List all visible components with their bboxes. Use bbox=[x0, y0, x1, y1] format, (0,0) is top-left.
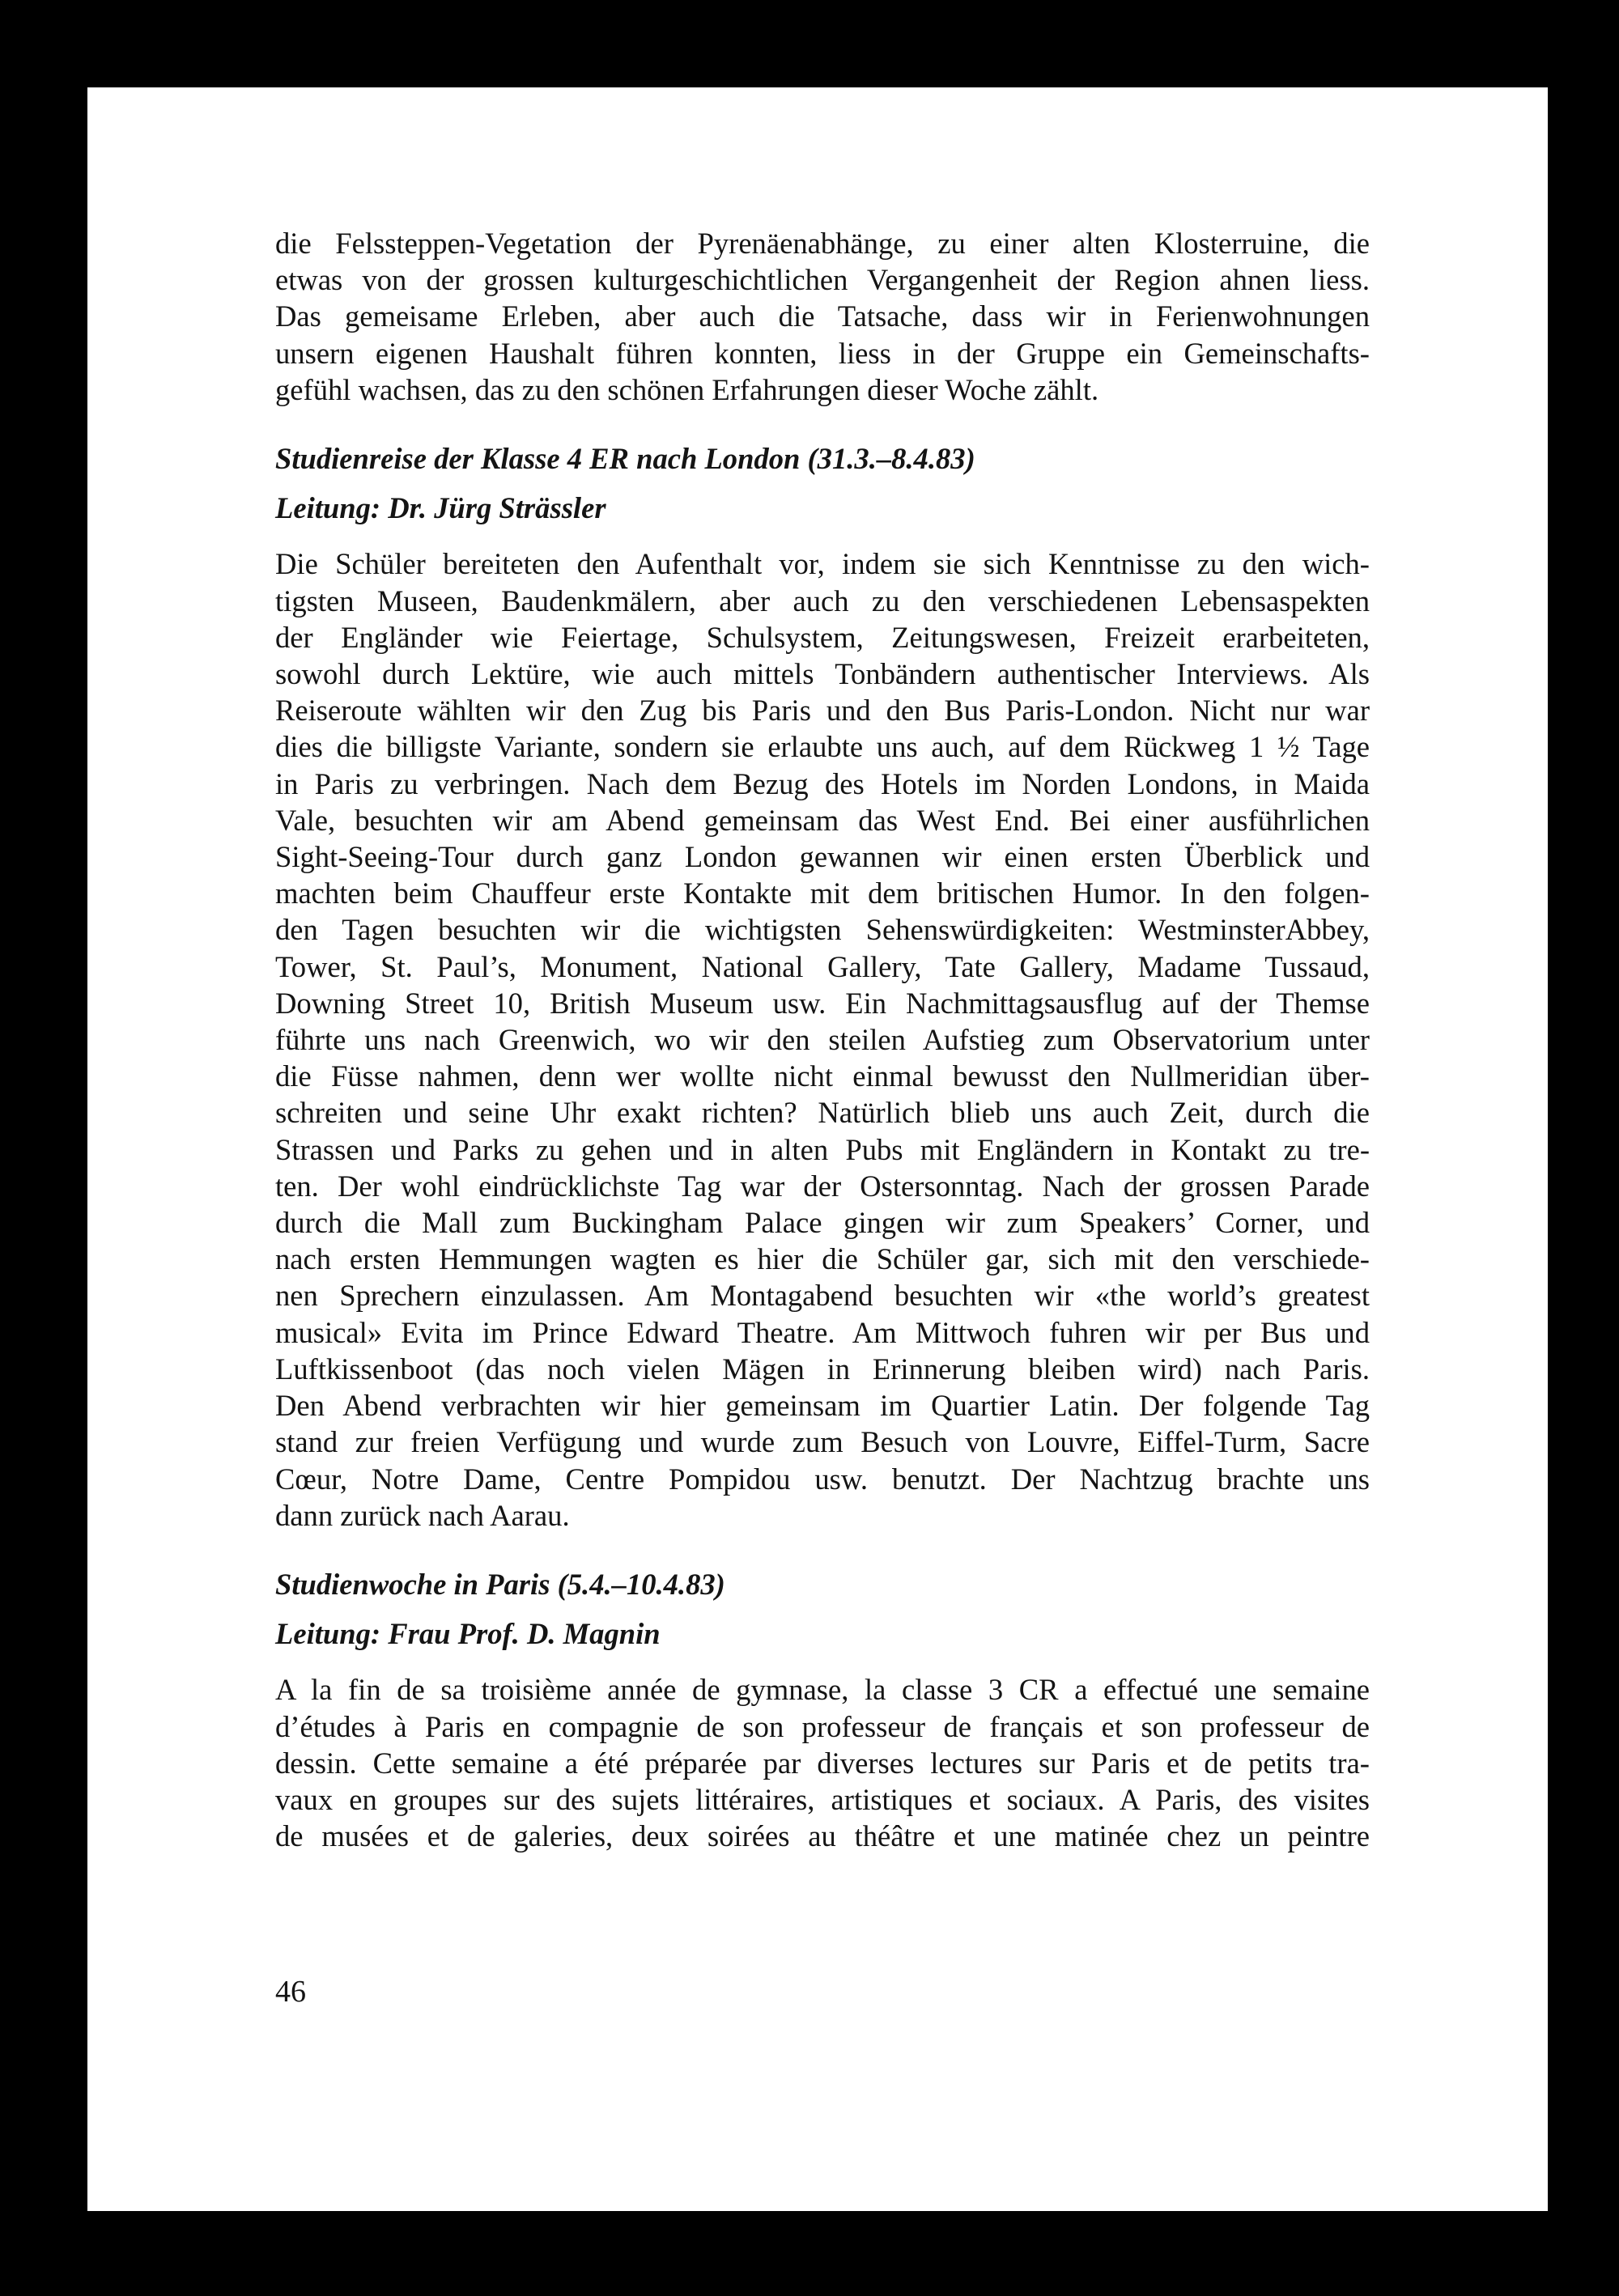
text-line: Luftkissenboot (das noch vielen Mägen in Erinnerung bleiben wird) nach Paris. bbox=[275, 1352, 1370, 1386]
text-line: tigsten Museen, Baudenkmälern, aber auch zu den verschiedenen Lebensaspekten bbox=[275, 584, 1370, 618]
text-line: stand zur freien Verfügung und wurde zum Besuch von Louvre, Eiffel-Turm, Sacre bbox=[275, 1425, 1370, 1459]
text-line: vaux en groupes sur des sujets littéraires, artistiques et sociaux. A Paris, des visites bbox=[275, 1782, 1370, 1816]
text-line: die Füsse nahmen, denn wer wollte nicht einmal bewusst den Nullmeridian über- bbox=[275, 1059, 1370, 1093]
text-line: dessin. Cette semaine a été préparée par diverses lectures sur Paris et de petits tra- bbox=[275, 1746, 1370, 1780]
text-line: dies die billigste Variante, sondern sie erlaubte uns auch, auf dem Rückweg 1 ½ Tage bbox=[275, 730, 1370, 764]
text-line: gefühl wachsen, das zu den schönen Erfahrungen dieser Woche zählt. bbox=[275, 372, 1099, 406]
text-line: musical» Evita im Prince Edward Theatre. Am Mittwoch fuhren wir per Bus und bbox=[275, 1315, 1370, 1349]
text-line: Die Schüler bereiteten den Aufenthalt vor, indem sie sich Kenntnisse zu den wich- bbox=[275, 547, 1370, 581]
paragraph-paris bbox=[275, 1671, 1370, 1854]
text-column bbox=[275, 225, 1370, 1854]
paragraph-intro bbox=[275, 225, 1370, 408]
text-line: Sight-Seeing-Tour durch ganz London gewannen wir einen ersten Überblick und bbox=[275, 840, 1370, 874]
text-line: unsern eigenen Haushalt führen konnten, liess in der Gruppe ein Gemeinschafts- bbox=[275, 336, 1370, 370]
section-leader-london: Leitung: Dr. Jürg Strässler bbox=[275, 491, 606, 525]
text-line: Vale, besuchten wir am Abend gemeinsam das West End. Bei einer ausführlichen bbox=[275, 803, 1370, 837]
text-line: durch die Mall zum Buckingham Palace gingen wir zum Speakers’ Corner, und bbox=[275, 1206, 1370, 1240]
document-page bbox=[87, 87, 1548, 2211]
text-line: Tower, St. Paul’s, Monument, National Gallery, Tate Gallery, Madame Tussaud, bbox=[275, 949, 1370, 983]
text-line: der Engländer wie Feiertage, Schulsystem, Zeitungswesen, Freizeit erarbeiteten, bbox=[275, 620, 1370, 654]
section-title-paris: Studienwoche in Paris (5.4.–10.4.83) bbox=[275, 1567, 725, 1601]
text-line: Reiseroute wählten wir den Zug bis Paris und den Bus Paris-London. Nicht nur war bbox=[275, 694, 1370, 728]
section-title-london: Studienreise der Klasse 4 ER nach London (31.3.–8.4.83) bbox=[275, 442, 975, 476]
text-line: etwas von der grossen kulturgeschichtlichen Vergangenheit der Region ahnen liess. bbox=[275, 263, 1370, 297]
text-line: die Felssteppen-Vegetation der Pyrenäenabhänge, zu einer alten Klosterruine, die bbox=[275, 227, 1370, 260]
text-line: Downing Street 10, British Museum usw. Ein Nachmittagsausflug auf der Themse bbox=[275, 986, 1370, 1020]
text-line: dann zurück nach Aarau. bbox=[275, 1498, 570, 1532]
text-line: Strassen und Parks zu gehen und in alten Pubs mit Engländern in Kontakt zu tre- bbox=[275, 1132, 1370, 1166]
text-line: A la fin de sa troisième année de gymnase, la classe 3 CR a effectué une semaine bbox=[275, 1673, 1370, 1707]
text-line: Den Abend verbrachten wir hier gemeinsam im Quartier Latin. Der folgende Tag bbox=[275, 1389, 1370, 1423]
text-line: machten beim Chauffeur erste Kontakte mit dem britischen Humor. In den folgen- bbox=[275, 876, 1370, 910]
section-leader-paris: Leitung: Frau Prof. D. Magnin bbox=[275, 1617, 661, 1651]
text-line: nach ersten Hemmungen wagten es hier die Schüler gar, sich mit den verschiede- bbox=[275, 1242, 1370, 1276]
text-line: sowohl durch Lektüre, wie auch mittels Tonbändern authentischer Interviews. Als bbox=[275, 657, 1370, 691]
page-number: 46 bbox=[275, 1975, 306, 2009]
text-line: den Tagen besuchten wir die wichtigsten Sehenswürdigkeiten: WestminsterAbbey, bbox=[275, 913, 1370, 947]
text-line: in Paris zu verbringen. Nach dem Bezug des Hotels im Norden Londons, in Maida bbox=[275, 766, 1370, 800]
text-line: nen Sprechern einzulassen. Am Montagabend besuchten wir «the world’s greatest bbox=[275, 1279, 1370, 1313]
text-line: führte uns nach Greenwich, wo wir den steilen Aufstieg zum Observatorium unter bbox=[275, 1023, 1370, 1057]
paragraph-london bbox=[275, 545, 1370, 1533]
text-line: d’études à Paris en compagnie de son professeur de français et son professeur de bbox=[275, 1709, 1370, 1743]
text-line: schreiten und seine Uhr exakt richten? Natürlich blieb uns auch Zeit, durch die bbox=[275, 1096, 1370, 1130]
text-line: de musées et de galeries, deux soirées au théâtre et une matinée chez un peintre bbox=[275, 1819, 1370, 1853]
text-line: ten. Der wohl eindrücklichste Tag war der Ostersonntag. Nach der grossen Parade bbox=[275, 1169, 1370, 1203]
text-line: Cœur, Notre Dame, Centre Pompidou usw. benutzt. Der Nachtzug brachte uns bbox=[275, 1462, 1370, 1496]
text-line: Das gemeisame Erleben, aber auch die Tatsache, dass wir in Ferienwohnungen bbox=[275, 299, 1370, 333]
